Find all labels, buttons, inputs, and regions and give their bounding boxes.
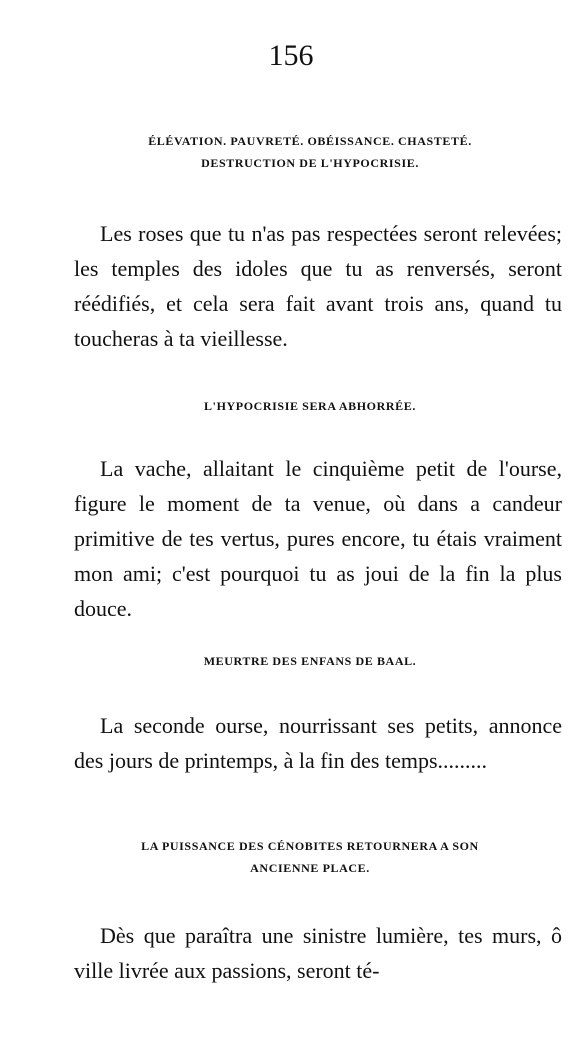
section-heading (70, 395, 550, 417)
paragraph-text: Les roses que tu n'as pas respectées seront relevées; les temples des idoles que tu as renversés, seront réédifiés, et cela sera fait avant trois ans, quand tu toucheras à ta vieillesse. (74, 221, 562, 351)
paragraph-text: Dès que paraîtra une sinistre lumière, tes murs, ô ville livrée aux passions, seront té- (74, 923, 562, 983)
section-paragraph (74, 216, 562, 356)
heading-line: LA PUISSANCE DES CÉNOBITES RETOURNERA A SON (141, 839, 479, 853)
section-heading (70, 650, 550, 672)
paragraph-text: La seconde ourse, nourrissant ses petits, annonce des jours de printemps, à la fin des temps......... (74, 713, 562, 773)
heading-line: DESTRUCTION DE L'HYPOCRISIE. (201, 156, 419, 170)
paragraph-text: La vache, allaitant le cinquième petit de l'ourse, figure le moment de ta venue, où dans a candeur primitive de tes vertus, pures encore, tu étais vraiment mon ami; c'est pourquoi tu as joui de la fin la plus douce. (74, 456, 562, 621)
section-heading (70, 835, 550, 879)
heading-line: MEURTRE DES ENFANS DE BAAL. (203, 654, 417, 668)
heading-line: L'HYPOCRISIE SERA ABHORRÉE. (204, 399, 416, 413)
page-number: 156 (268, 39, 314, 72)
section-paragraph (74, 451, 562, 626)
section-paragraph (74, 708, 562, 778)
heading-line: ÉLÉVATION. PAUVRETÉ. OBÉISSANCE. CHASTETÉ. (148, 134, 472, 148)
section-paragraph (74, 918, 562, 988)
section-heading (70, 130, 550, 174)
heading-line: ANCIENNE PLACE. (250, 861, 370, 875)
